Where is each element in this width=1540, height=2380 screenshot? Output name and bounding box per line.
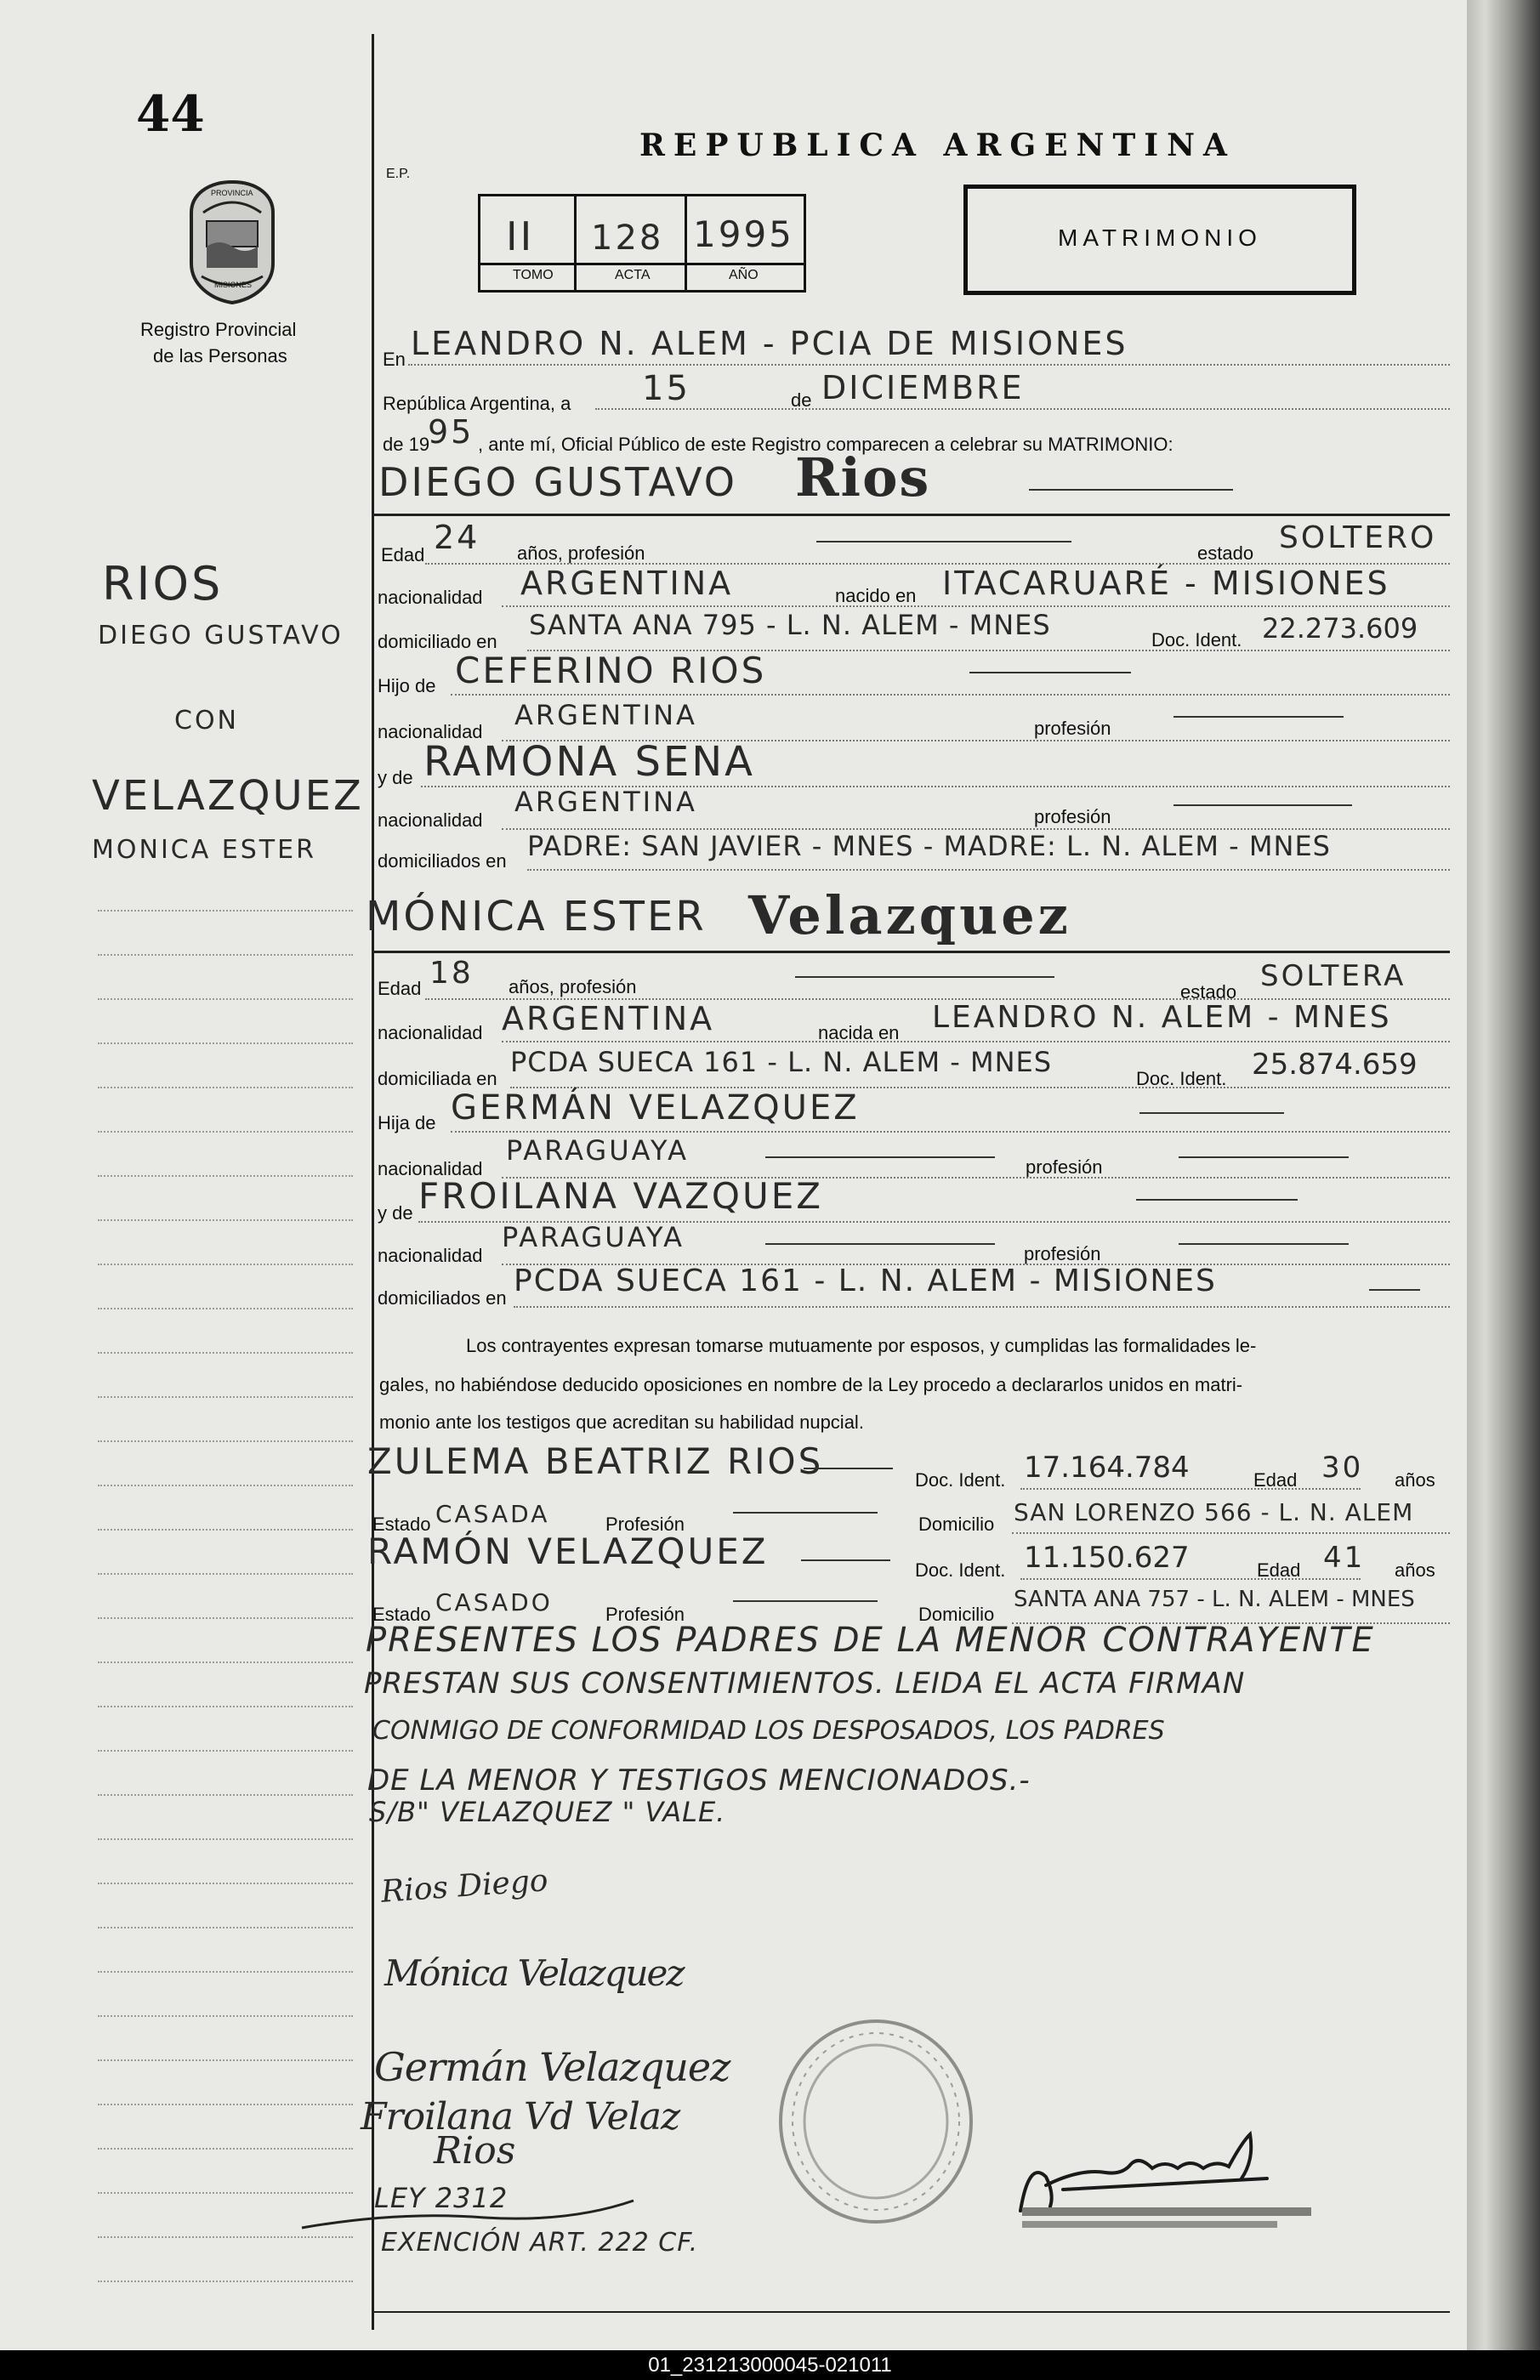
witness1-anos-label: años (1395, 1469, 1435, 1491)
emblem-bottom-text: MISIONES (214, 281, 253, 289)
groom-hijo-label: Hijo de (378, 675, 436, 696)
groom-father: CEFERINO RIOS (455, 650, 767, 691)
margin-note-surname: RIOS (102, 557, 224, 611)
official-seal-icon (774, 2015, 978, 2228)
signature-bride-mother: Froilana Vd Velaz (361, 2095, 680, 2139)
signature-witness: Rios (434, 2129, 516, 2173)
witness2-civil-state: CASADO (435, 1588, 553, 1616)
margin-rule-line (98, 1440, 353, 1442)
witness2-doc-label: Doc. Ident. (915, 1559, 1006, 1581)
witness1-profesion-label: Profesión (605, 1514, 685, 1535)
groom-mother: RAMONA SENA (423, 738, 755, 786)
bride-civil-state: SOLTERA (1260, 959, 1406, 993)
groom-father-nationality: ARGENTINA (514, 699, 697, 731)
margin-rule-line (98, 1308, 353, 1309)
year-suffix: 95 (428, 413, 475, 451)
de-label: de (791, 389, 812, 411)
bride-father-dash (1139, 1112, 1284, 1114)
bride-mother-dash (1136, 1199, 1298, 1201)
intro-statement: , ante mí, Oficial Público de este Registro comparecen a celebrar su MATRIMONIO: (478, 434, 1173, 455)
groom-mother-profesion-label: profesión (1034, 806, 1111, 827)
record-type: MATRIMONIO (1058, 224, 1262, 251)
footer-bar (0, 2350, 1540, 2380)
witness1-estado-label: Estado (372, 1514, 431, 1535)
margin-rule-line (98, 1971, 353, 1973)
bride-father-nationality: PARAGUAYA (506, 1134, 689, 1167)
witness1-name-dash (804, 1468, 893, 1469)
groom-mother-prof-dash (1173, 804, 1352, 806)
groom-age: 24 (434, 519, 480, 556)
witness1-domicilio-label: Domicilio (918, 1514, 995, 1535)
margin-rule-line (98, 2015, 353, 2017)
groom-hijo-line (451, 694, 1450, 696)
bride-domiciliados-label: domiciliados en (378, 1287, 507, 1309)
margin-rule-line (98, 910, 353, 912)
witness1-name: ZULEMA BEATRIZ RIOS (367, 1440, 824, 1482)
witness1-prof-dash (733, 1512, 878, 1514)
witness1-doc: 17.164.784 (1024, 1451, 1190, 1485)
bride-nacida-label: nacida en (818, 1022, 900, 1043)
bride-father-nat-label: nacionalidad (378, 1158, 483, 1179)
date-line (595, 408, 1450, 410)
witness1-address-line (1012, 1532, 1450, 1534)
bride-surname: Velazquez (748, 884, 1071, 946)
witness2-name: RAMÓN VELAZQUEZ (367, 1531, 769, 1572)
groom-name-dash (1029, 489, 1233, 491)
bride-nacionalidad-label: nacionalidad (378, 1022, 483, 1043)
groom-father-dash (969, 672, 1131, 673)
bride-mother: FROILANA VAZQUEZ (418, 1175, 824, 1217)
bride-parents-dash (1369, 1289, 1420, 1291)
bride-edad-label: Edad (378, 978, 422, 999)
bride-anos-profesion-label: años, profesión (509, 976, 637, 997)
place: LEANDRO N. ALEM - PCIA DE MISIONES (411, 325, 1128, 362)
year-prefix: de 19 (383, 434, 430, 455)
notes-line3: CONMIGO DE CONFORMIDAD LOS DESPOSADOS, LOS PADRES (372, 1716, 1165, 1746)
bride-mother-profesion-label: profesión (1024, 1243, 1101, 1264)
notes-line5: S/B" VELAZQUEZ " VALE. (369, 1796, 726, 1828)
bride-father-profesion-label: profesión (1026, 1156, 1103, 1178)
bride-hija-label: Hija de (378, 1112, 436, 1133)
bride-parents-line (514, 1306, 1450, 1308)
margin-rule-line (98, 1529, 353, 1531)
groom-surname: Rios (795, 446, 931, 508)
month: DICIEMBRE (821, 369, 1025, 406)
place-line (408, 364, 1450, 366)
groom-doc: 22.273.609 (1262, 612, 1418, 645)
margin-rule-line (98, 1485, 353, 1486)
emblem-top-text: PROVINCIA (211, 189, 253, 197)
witness2-age: 41 (1323, 1541, 1366, 1575)
witness1-civil-state: CASADA (435, 1500, 550, 1528)
acta-value: 128 (591, 219, 664, 258)
groom-parents-address: PADRE: SAN JAVIER - MNES - MADRE: L. N. ALEM - MNES (527, 830, 1331, 862)
witness2-line (1020, 1578, 1361, 1580)
page-number: 44 (136, 85, 205, 143)
witness2-profesion-label: Profesión (605, 1604, 685, 1625)
bride-father-prof-dash (1179, 1156, 1349, 1158)
column-divider (372, 34, 374, 2330)
country-title: REPUBLICA ARGENTINA (639, 128, 1236, 163)
margin-rule-line (98, 998, 353, 1000)
exemption-note: EXENCIÓN ART. 222 CF. (381, 2228, 699, 2258)
groom-anos-profesion-label: años, profesión (517, 542, 645, 564)
tomo-label: TOMO (513, 268, 554, 282)
record-type-box (963, 185, 1356, 295)
witness1-address: SAN LORENZO 566 - L. N. ALEM (1014, 1498, 1414, 1526)
signature-bride-father: Germán Velazquez (374, 2044, 730, 2090)
groom-doc-label: Doc. Ident. (1151, 629, 1242, 650)
witness1-edad-label: Edad (1253, 1469, 1298, 1491)
witness2-prof-dash (733, 1600, 878, 1602)
groom-father-prof-dash (1173, 716, 1344, 718)
en-label: En (383, 349, 406, 370)
margin-rule-line (98, 2059, 353, 2061)
margin-rule-line (98, 1661, 353, 1663)
groom-nacido-label: nacido en (835, 585, 917, 606)
declaration-line2: gales, no habiéndose deducido oposiciones en nombre de la Ley procedo a declararlos unidos en matri- (379, 1374, 1243, 1395)
margin-rule-line (98, 1883, 353, 1884)
groom-parents-line (527, 869, 1450, 871)
groom-nac-line (502, 605, 1450, 607)
registry-line2: de las Personas (153, 345, 287, 366)
groom-given-names: DIEGO GUSTAVO (378, 459, 737, 505)
bride-birthplace: LEANDRO N. ALEM - MNES (932, 1000, 1392, 1035)
notes-line2: PRESTAN SUS CONSENTIMIENTOS. LEIDA EL ACTA FIRMAN (364, 1667, 1246, 1701)
groom-birthplace: ITACARUARÉ - MISIONES (942, 565, 1390, 602)
bride-profesion-dash (795, 976, 1054, 978)
margin-rule-line (98, 1927, 353, 1928)
margin-rule-line (98, 2148, 353, 2150)
record-number-box (478, 194, 806, 293)
witness1-line (1020, 1488, 1361, 1490)
anio-label: AÑO (729, 268, 759, 282)
ep-mark: E.P. (386, 167, 411, 181)
witness1-age: 30 (1321, 1451, 1364, 1485)
groom-nacionalidad-label: nacionalidad (378, 587, 483, 608)
tomo-value: II (506, 213, 535, 259)
margin-rule-line (98, 1264, 353, 1265)
margin-rule-line (98, 2281, 353, 2282)
margin-rule-line (98, 1219, 353, 1221)
margin-rule-line (98, 1042, 353, 1044)
bride-parents-address: PCDA SUECA 161 - L. N. ALEM - MISIONES (514, 1264, 1217, 1298)
republica-label: República Argentina, a (383, 393, 571, 414)
margin-note-con: CON (174, 706, 240, 736)
bride-nac-line (502, 1041, 1450, 1042)
groom-yde-label: y de (378, 767, 413, 788)
notes-line1: PRESENTES LOS PADRES DE LA MENOR CONTRAYENTE (366, 1621, 1375, 1660)
margin-rule-line (98, 1794, 353, 1796)
page-bottom-rule (372, 2311, 1450, 2313)
bride-mother-nat-label: nacionalidad (378, 1245, 483, 1266)
bride-estado-label: estado (1180, 981, 1237, 1003)
margin-note-given: DIEGO GUSTAVO (98, 621, 344, 650)
groom-section-rule (372, 514, 1450, 516)
declaration-line3: monio ante los testigos que acreditan su habilidad nupcial. (379, 1412, 864, 1433)
witness1-doc-label: Doc. Ident. (915, 1469, 1006, 1491)
bride-mother-nationality: PARAGUAYA (502, 1221, 685, 1253)
day: 15 (642, 369, 690, 408)
groom-edad-label: Edad (381, 544, 425, 565)
groom-father-nat-label: nacionalidad (378, 721, 483, 742)
witness2-doc: 11.150.627 (1024, 1541, 1190, 1575)
witness2-name-dash (801, 1559, 890, 1561)
witness2-edad-label: Edad (1257, 1559, 1301, 1581)
bride-doc-label: Doc. Ident. (1136, 1068, 1227, 1089)
bride-father-nat-dash (765, 1156, 995, 1158)
bride-yde-label: y de (378, 1202, 413, 1224)
margin-rule-line (98, 1131, 353, 1133)
ley-note: LEY 2312 (374, 2182, 509, 2214)
acta-label: ACTA (615, 268, 651, 282)
margin-rule-line (98, 1087, 353, 1088)
margin-rule-line (98, 1838, 353, 1840)
groom-mother-nat-label: nacionalidad (378, 809, 483, 831)
notes-line4: DE LA MENOR Y TESTIGOS MENCIONADOS.- (367, 1764, 1031, 1798)
margin-note-given2: MONICA ESTER (92, 835, 316, 865)
registry-line1: Registro Provincial (140, 319, 297, 340)
bride-nationality: ARGENTINA (502, 1000, 715, 1037)
declaration-line1: Los contrayentes expresan tomarse mutuamente por esposos, y cumplidas las formalidades le- (466, 1335, 1257, 1356)
margin-rule-line (98, 1175, 353, 1177)
bride-mother-prof-dash (1179, 1243, 1349, 1245)
book-binding (1467, 0, 1540, 2350)
groom-father-profesion-label: profesión (1034, 718, 1111, 739)
groom-domiciliados-label: domiciliados en (378, 850, 507, 872)
margin-rule-line (98, 1573, 353, 1575)
witness2-estado-label: Estado (372, 1604, 431, 1625)
bride-domiciliada-label: domiciliada en (378, 1068, 497, 1089)
signature-bride: Mónica Velazquez (384, 1952, 684, 1994)
margin-note-surname2: VELAZQUEZ (92, 772, 364, 820)
groom-civil-state: SOLTERO (1279, 520, 1437, 555)
groom-estado-label: estado (1197, 542, 1254, 564)
bride-section-rule (372, 951, 1450, 953)
margin-rule-line (98, 1352, 353, 1354)
margin-rule-line (98, 1617, 353, 1619)
bride-hija-line (451, 1131, 1450, 1133)
bride-given-names: MÓNICA ESTER (366, 893, 707, 940)
bride-address: PCDA SUECA 161 - L. N. ALEM - MNES (510, 1046, 1053, 1078)
bride-age: 18 (429, 956, 474, 991)
margin-rule-line (98, 1750, 353, 1752)
signature-groom: Rios Diego (379, 1863, 549, 1910)
witness2-address: SANTA ANA 757 - L. N. ALEM - MNES (1014, 1587, 1415, 1612)
groom-mother-nationality: ARGENTINA (514, 786, 697, 818)
margin-rule-line (98, 1396, 353, 1398)
groom-domiciliado-label: domiciliado en (378, 631, 497, 652)
bride-father: GERMÁN VELAZQUEZ (451, 1088, 860, 1128)
witness2-domicilio-label: Domicilio (918, 1604, 995, 1625)
groom-address: SANTA ANA 795 - L. N. ALEM - MNES (529, 609, 1051, 641)
groom-profesion-dash (816, 541, 1071, 542)
margin-rule-line (98, 2104, 353, 2105)
footer-code: 01_231213000045-021011 (648, 2354, 892, 2377)
bride-doc: 25.874.659 (1252, 1048, 1418, 1082)
official-stamp-icon (1019, 2202, 1325, 2233)
margin-rule-line (98, 1706, 353, 1707)
groom-nationality: ARGENTINA (520, 565, 734, 602)
anio-value: 1995 (693, 213, 794, 255)
margin-rule-line (98, 954, 353, 956)
witness2-anos-label: años (1395, 1559, 1435, 1581)
bride-mother-nat-dash (765, 1243, 995, 1245)
margin-rule-line (98, 2236, 353, 2238)
